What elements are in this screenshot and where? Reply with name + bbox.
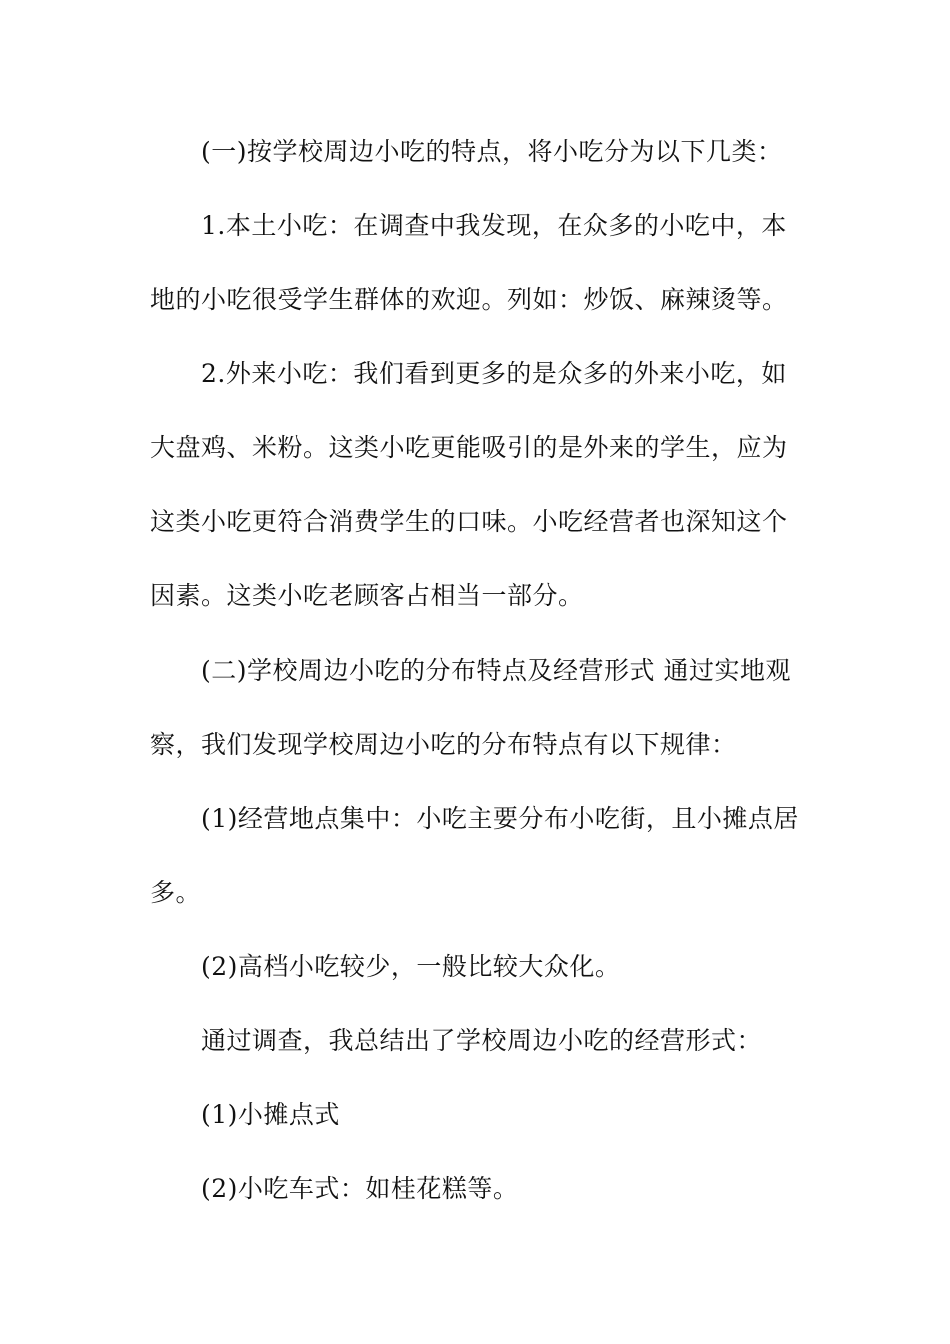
list-item: (1)小摊点式 [201,1100,340,1129]
paragraph-line: 通过调查，我总结出了学校周边小吃的经营形式： [201,1026,763,1055]
paragraph-line: 1.本土小吃：在调查中我发现，在众多的小吃中，本 [201,211,787,240]
paragraph-line: 地的小吃很受学生群体的欢迎。列如：炒饭、麻辣烫等。 [150,285,788,314]
paragraph-line: 这类小吃更符合消费学生的口味。小吃经营者也深知这个 [150,507,788,536]
paragraph-line: 多。 [150,878,202,907]
paragraph-line: 察，我们发现学校周边小吃的分布特点有以下规律： [150,730,737,759]
paragraph-line: 2.外来小吃：我们看到更多的是众多的外来小吃，如 [201,359,787,388]
list-item: (2)高档小吃较少，一般比较大众化。 [201,952,621,981]
section-heading-1: (一)按学校周边小吃的特点，将小吃分为以下几类： [201,137,783,166]
paragraph-line: 大盘鸡、米粉。这类小吃更能吸引的是外来的学生，应为 [150,433,788,462]
list-item: (2)小吃车式：如桂花糕等。 [201,1174,519,1203]
list-item: (1)经营地点集中：小吃主要分布小吃街，且小摊点居 [201,804,799,833]
section-heading-2: (二)学校周边小吃的分布特点及经营形式 通过实地观 [201,656,791,685]
paragraph-line: 因素。这类小吃老顾客占相当一部分。 [150,581,584,610]
